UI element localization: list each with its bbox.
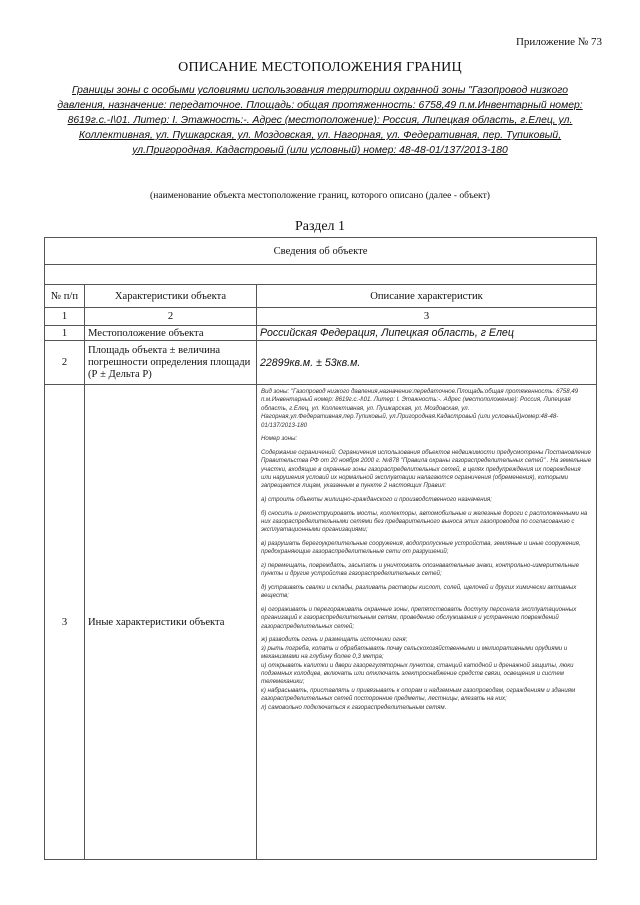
restriction-item: д) устраивать свалки и склады, разливать растворы кислот, солей, щелочей и других химически активных веществ; — [261, 584, 577, 600]
restriction-item: е) огораживать и перегораживать охранные зоны, препятствовать доступу персонала эксплуатационных организаций к газораспределительным сетям, проведению обслуживания и устранению повреждений газораспределительных сетей; — [261, 606, 577, 630]
row-name: Иные характеристики объекта — [85, 385, 257, 860]
restriction-item: а) строить объекты жилищно-гражданского и производственного назначения; — [261, 496, 492, 504]
row-number: 3 — [45, 385, 85, 860]
column-header-characteristics: Характеристики объекта — [85, 285, 257, 308]
object-caption: (наименование объекта местоположение границ, которого описано (далее - объект) — [150, 190, 490, 201]
other-characteristics-cell — [257, 385, 597, 860]
object-info-table — [44, 237, 597, 860]
table-header-row — [45, 238, 597, 265]
restriction-item: б) сносить и реконструировать мосты, коллекторы, автомобильные и железные дороги с расположенными на них газораспределительными сетями без предварительного выноса этих газопроводов по согласованию с эксплуатационными организациями; — [261, 509, 588, 534]
column-number-row — [45, 308, 597, 326]
column-number-3: 3 — [257, 308, 597, 326]
restrictions-paragraph: Содержание ограничений: Ограничения использования объектов недвижимости предусмотрены Постановление Правительства РФ от 20 ноября 2000 г. №878 "Правила охраны газораспределительных сетей" . На земельные участки, входящие в охранные зоны газораспределительных сетей, в целях предупреждения их повреждения или нарушения условий их нормальной эксплуатации налагаются ограничения (обременения), которыми запрещается лицам, указанным в пункте 2 настоящих Правил: — [261, 448, 592, 490]
row-value: Российская Федерация, Липецкая область, г Елец — [257, 326, 597, 341]
page-title: ОПИСАНИЕ МЕСТОПОЛОЖЕНИЯ ГРАНИЦ — [178, 60, 462, 75]
zone-description: Границы зоны с особыми условиями использования территории охранной зоны "Газопровод низкого давления, назначение: передаточное. Площадь: общая протяженность: 6758,49 п.м.Инвентарный номер: 8619г.с.-I\01. Литер: I. Этажность:-. Адрес (местоположение): Россия, Липецкая область, г.Елец, ул. Коллективная, ул. Пушкарская, ул. Моздовская, ул. Нагорная, ул. Федеративная, пер. Тупиковый, ул.Пригородная. Кадастровый (или условный) номер: 48-48-01/137/2013-180 — [57, 85, 583, 156]
section-title: Раздел 1 — [294, 219, 346, 234]
table-row — [45, 341, 597, 385]
zone-type-paragraph: Вид зоны: "Газопровод низкого давления,назначение:передаточное.Площадь:общая протяженность: 6758,49 п.м.Инвентарный номер: 8619г.с.-I\01. Литер: I. Этажность:-. Адрес (местоположение): Россия, Липецкая область, г.Елец, ул. Коллективная, ул. Пушкарская, ул. Моздовская, ул. Нагорная,ул.Федеративная,пер.Тупиковый, ул.Пригородная.Кадастровый (или условный)номер:48-48-01/137/2013-180 — [261, 388, 579, 429]
column-number-1: 1 — [45, 308, 85, 326]
empty-cell — [45, 265, 597, 285]
empty-row — [45, 265, 597, 285]
zone-number-paragraph: Номер зоны: — [261, 435, 298, 443]
table-row — [45, 326, 597, 341]
column-number-2: 2 — [85, 308, 257, 326]
row-number: 2 — [45, 341, 85, 385]
appendix-number: Приложение № 73 — [515, 36, 602, 48]
restriction-item: г) перемещать, повреждать, засыпать и уничтожать опознавательные знаки, контрольно-измерительные пункты и другие устройства газораспределительных сетей; — [261, 562, 579, 578]
row-name: Местоположение объекта — [85, 326, 257, 341]
row-value: 22899кв.м. ± 53кв.м. — [257, 341, 597, 385]
column-header-row — [45, 285, 597, 308]
restriction-list: ж) разводить огонь и размещать источники огня; з) рыть погреба, копать и обрабатывать почву сельскохозяйственными и мелиоративными орудиями и механизмами на глубину более 0,3 метра; и) открывать калитки и двери газорегуляторных пунктов, станций катодной и дренажной защиты, люки подземных колодцев, включать или отключать электроснабжение средств связи, освещения и систем телемеханики; к) набрасывать, приставлять и привязывать к опорам и надземным газопроводам, ограждениям и зданиям газораспределительных сетей посторонние предметы, лестницы, влезать на них; л) самовольно подключаться к газораспределительным сетям. — [261, 636, 576, 711]
column-header-description: Описание характеристик — [257, 285, 597, 308]
row-name: Площадь объекта ± величина погрешности определения площади (Р ± Дельта Р) — [85, 341, 257, 385]
restriction-item: в) разрушать берегоукрепительные сооружения, водопропускные устройства, земляные и иные сооружения, предохраняющие газораспределительные сети от разрушений; — [261, 540, 581, 556]
column-header-number: № п/п — [45, 285, 85, 308]
row-number: 1 — [45, 326, 85, 341]
table-row — [45, 385, 597, 860]
table-header: Сведения об объекте — [45, 238, 597, 265]
